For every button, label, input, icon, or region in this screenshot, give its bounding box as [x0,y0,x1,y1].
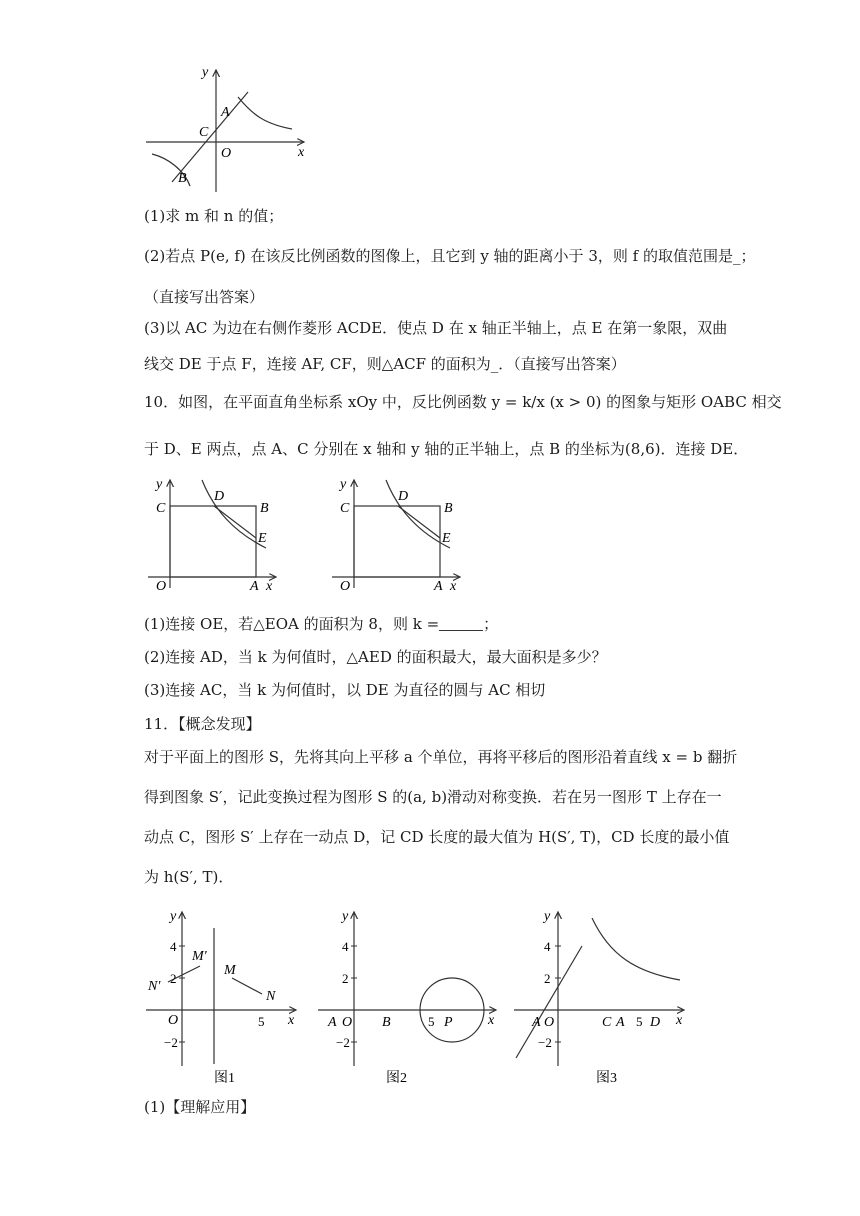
q10-part1-suffix: ； [483,615,499,633]
tick-label-minus2: −2 [336,1035,350,1050]
label-y: y [202,65,209,80]
q10-part1-text: (1)连接 OE，若△EOA 的面积为 8，则 k = [144,615,440,633]
label-N: N [266,989,276,1004]
label-M: M [224,963,236,978]
tick-label-5: 5 [636,1014,643,1029]
tick-label-4: 4 [170,939,177,954]
caption-fig3: 图3 [596,1071,617,1086]
label-P: P [444,1015,453,1030]
q10-figure-left [144,476,284,594]
label-y: y [156,477,163,492]
q9-part3-line1: (3)以 AC 为边在右侧作菱形 ACDE．使点 D 在 x 轴正半轴上，点 E 在第一象限，双曲 [144,319,728,337]
label-A: A [250,579,259,594]
label-B: B [382,1015,391,1030]
label-O: O [340,579,351,594]
label-y: y [342,909,349,924]
straight-line [172,92,248,182]
q9-part2-note: （直接写出答案） [144,288,265,306]
q10-part1 [144,614,498,634]
q10-intro-line1: 10．如图，在平面直角坐标系 xOy 中，反比例函数 y = k/x (x > 0) 的图象与矩形 OABC 相交 [144,393,782,411]
tick-label-5: 5 [258,1014,265,1029]
tick-label-5: 5 [428,1014,435,1029]
tick-label-2: 2 [170,971,177,986]
label-O: O [168,1013,179,1028]
label-C: C [340,501,350,516]
tick-label-4: 4 [544,939,551,954]
label-B: B [178,171,187,186]
label-x: x [266,579,273,594]
tick-label-2: 2 [544,971,551,986]
caption-fig2: 图2 [386,1071,407,1086]
label-O: O [156,579,167,594]
q10-intro-line2: 于 D、E 两点，点 A、C 分别在 x 轴和 y 轴的正半轴上，点 B 的坐标为(8,6)．连接 DE． [144,440,749,458]
label-x: x [450,579,457,594]
label-A: A [328,1015,337,1030]
label-x: x [676,1013,683,1028]
label-y: y [340,477,347,492]
label-y: y [170,909,177,924]
label-O: O [544,1015,555,1030]
hyperbola-curve [592,918,680,980]
label-D: D [214,489,225,504]
answer-blank [439,616,483,631]
q10-figure-right [328,476,468,594]
label-A-second: A [616,1015,625,1030]
q10-part3: (3)连接 AC，当 k 为何值时，以 DE 为直径的圆与 AC 相切 [144,681,546,699]
q11-line3: 动点 C，图形 S′ 上存在一动点 D，记 CD 长度的最大值为 H(S′, T)，CD 长度的最小值 [144,828,730,846]
q11-figure-2 [316,906,506,1086]
label-O: O [342,1015,353,1030]
label-x: x [488,1013,495,1028]
tick-label-4: 4 [342,939,349,954]
tick-label-2: 2 [342,971,349,986]
caption-fig1: 图1 [214,1071,235,1086]
label-E: E [442,531,451,546]
label-y: y [544,909,551,924]
q11-line4: 为 h(S′, T)． [144,868,234,886]
label-A: A [221,105,230,120]
q11-line2: 得到图象 S′，记此变换过程为图形 S 的(a, b)滑动对称变换．若在另一图形 T 上存在一 [144,788,722,806]
segment-MN [232,978,262,994]
q11-title: 11．【概念发现】 [144,715,261,733]
q11-line1: 对于平面上的图形 S，先将其向上平移 a 个单位，再将平移后的图形沿着直线 x = b 翻折 [144,748,738,766]
label-A: A [434,579,443,594]
label-x: x [298,145,305,160]
label-C: C [156,501,166,516]
q10-part2: (2)连接 AD，当 k 为何值时，△AED 的面积最大，最大面积是多少？ [144,648,607,666]
label-D: D [398,489,409,504]
q9-part1: (1)求 m 和 n 的值； [144,207,284,225]
q9-part2: (2)若点 P(e, f) 在该反比例函数的图像上，且它到 y 轴的距离小于 3，则 f 的取值范围是_； [144,247,756,265]
hyperbola-branch-upper [238,97,292,129]
tick-label-minus2: −2 [538,1035,552,1050]
label-A: A [532,1015,541,1030]
label-B: B [444,501,453,516]
q11-sub1: (1)【理解应用】 [144,1098,256,1116]
rectangle-OABC [170,506,256,577]
label-M-prime: M′ [192,949,207,964]
segment-DE [214,506,256,538]
label-D: D [650,1015,661,1030]
label-B: B [260,501,269,516]
label-N-prime: N′ [148,979,161,994]
label-E: E [258,531,267,546]
hyperbola-line-figure [144,62,314,197]
label-O: O [221,146,232,161]
label-x: x [288,1013,295,1028]
q9-part3-line2: 线交 DE 于点 F，连接 AF, CF，则△ACF 的面积为_．（直接写出答案） [144,355,626,373]
q11-figure-1 [144,906,304,1086]
rectangle-OABC [354,506,440,577]
q11-figure-3 [512,906,692,1086]
segment-DE [398,506,440,538]
label-C: C [602,1015,612,1030]
tick-label-minus2: −2 [164,1035,178,1050]
label-C: C [199,125,209,140]
